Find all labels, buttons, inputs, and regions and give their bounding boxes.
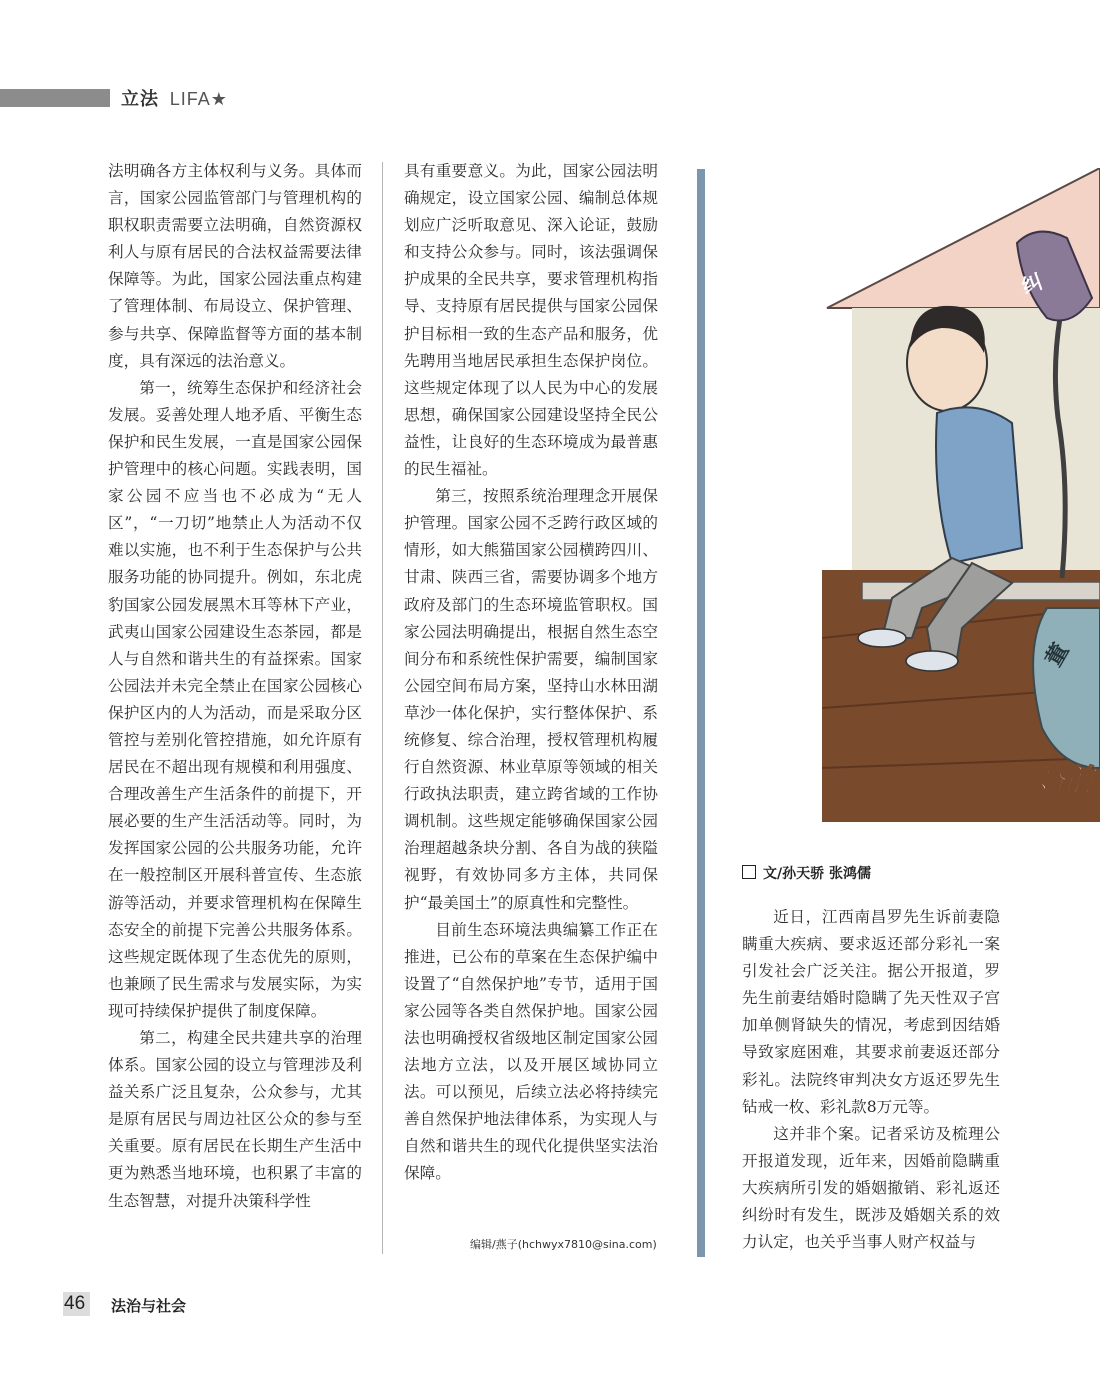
byline [742, 863, 871, 883]
paragraph: 第三，按照系统治理理念开展保护管理。国家公园不乏跨行政区域的情形，如大熊猫国家公园横跨四川、甘肃、陕西三省，需要协调多个地方政府及部门的生态环境监管职权。国家公园法明确提出，根据自然生态空间分布和系统性保护需要，编制国家公园空间布局方案，坚持山水林田湖草沙一体化保护，实行整体保护、系统修复、综合治理，授权管理机构履行自然资源、林业草原等领域的相关行政执法职责，建立跨省域的工作协调机制。这些规定能够确保国家公园治理超越条块分割、各自为战的狭隘视野，有效协同多方主体，共同保护“最美国土”的原真性和完整性。 [404, 487, 658, 912]
article-column-2 [404, 158, 658, 1188]
paragraph: 第一，统筹生态保护和经济社会发展。妥善处理人地矛盾、平衡生态保护和民生发展，一直是国家公园保护管理中的核心问题。实践表明，国家公园不应当也不必成为“无人区”，“一刀切”地禁止人为活动不仅难以实施，也不利于生态保护与公共服务功能的协同提升。例如，东北虎豹国家公园发展黑木耳等林下产业，武夷山国家公园建设生态茶园，都是人与自然和谐共生的有益探索。国家公园法并未完全禁止在国家公园核心保护区内的人为活动，而是采取分区管控与差别化管控措施，如允许原有居民在不超出现有规模和利用强度、合理改善生产生活条件的前提下，开展必要的生产生活活动等。同时，为发挥国家公园的公共服务功能，允许在一般控制区开展科普宣传、生态旅游等活动，并要求管理机构在保障生态安全的前提下完善公共服务体系。这些规定既体现了生态优先的原则，也兼顾了民生需求与发展实际，为实现可持续保护提供了制度保障。 [108, 378, 362, 1020]
article-illustration [822, 168, 1100, 822]
article-accent-rule [697, 169, 705, 1257]
paragraph: 近日，江西南昌罗先生诉前妻隐瞒重大疾病、要求返还部分彩礼一案引发社会广泛关注。据公开报道，罗先生前妻结婚时隐瞒了先天性双子宫加单侧肾缺失的情况，考虑到因结婚导致家庭困难，其要求前妻返还部分彩礼。法院终审判决女方返还罗先生钻戒一枚、彩礼款8万元等。 [742, 908, 1000, 1116]
article-column-3 [742, 904, 1000, 1256]
illustration-label-2: 董 [1041, 639, 1075, 671]
section-header [121, 85, 228, 111]
magazine-name: 法治与社会 [111, 1297, 187, 1315]
section-header-bar [0, 89, 110, 107]
paragraph: 具有重要意义。为此，国家公园法明确规定，设立国家公园、编制总体规划应广泛听取意见、深入论证，鼓励和支持公众参与。同时，该法强调保护成果的全民共享，要求管理机构指导、支持原有居民提供与国家公园保护目标相一致的生态产品和服务，优先聘用当地居民承担生态保护岗位。这些规定体现了以人民为中心的发展思想，确保国家公园建设坚持全民公益性，让良好的生态环境成为最普惠的民生福祉。 [404, 162, 658, 479]
illustration-caption-fragment: 婚前 [1034, 763, 1094, 798]
paragraph: 这并非个案。记者采访及梳理公开报道发现，近年来，因婚前隐瞒重大疾病所引发的婚姻撤销、彩礼返还纠纷时有发生，既涉及婚姻关系的效力认定，也关乎当事人财产权益与 [742, 1124, 1000, 1252]
paragraph: 目前生态环境法典编纂工作正在推进，已公布的草案在生态保护编中设置了“自然保护地”专节，适用于国家公园等各类自然保护地。国家公园法也明确授权省级地区制定国家公园法地方立法，以及开展区域协同立法。可以预见，后续立法必将持续完善自然保护地法律体系，为实现人与自然和谐共生的现代化提供坚实法治保障。 [404, 920, 658, 1183]
paragraph: 第二，构建全民共建共享的治理体系。国家公园的设立与管理涉及利益关系广泛且复杂，公众参与，尤其是原有居民与周边社区公众的参与至关重要。原有居民在长期生产生活中更为熟悉当地环境，也积累了丰富的生态智慧，对提升决策科学性 [108, 1029, 362, 1210]
article-column-1 [108, 158, 362, 1215]
byline-text: 文/孙天骄 张鸿儒 [763, 866, 871, 882]
page-number: 46 [64, 1293, 86, 1314]
column-divider [382, 162, 383, 1254]
section-title-en: LIFA★ [169, 89, 228, 109]
editor-credit: 编辑/燕子(hchwyx7810@sina.com) [470, 1238, 657, 1251]
illustration-label-1: 纠 [1018, 269, 1046, 299]
paragraph: 法明确各方主体权利与义务。具体而言，国家公园监管部门与管理机构的职权职责需要立法明确，自然资源权利人与原有居民的合法权益需要法律保障等。为此，国家公园法重点构建了管理体制、布局设立、保护管理、参与共享、保障监督等方面的基本制度，具有深远的法治意义。 [108, 162, 362, 370]
byline-box-icon [742, 865, 756, 879]
section-title-zh: 立法 [121, 89, 159, 110]
